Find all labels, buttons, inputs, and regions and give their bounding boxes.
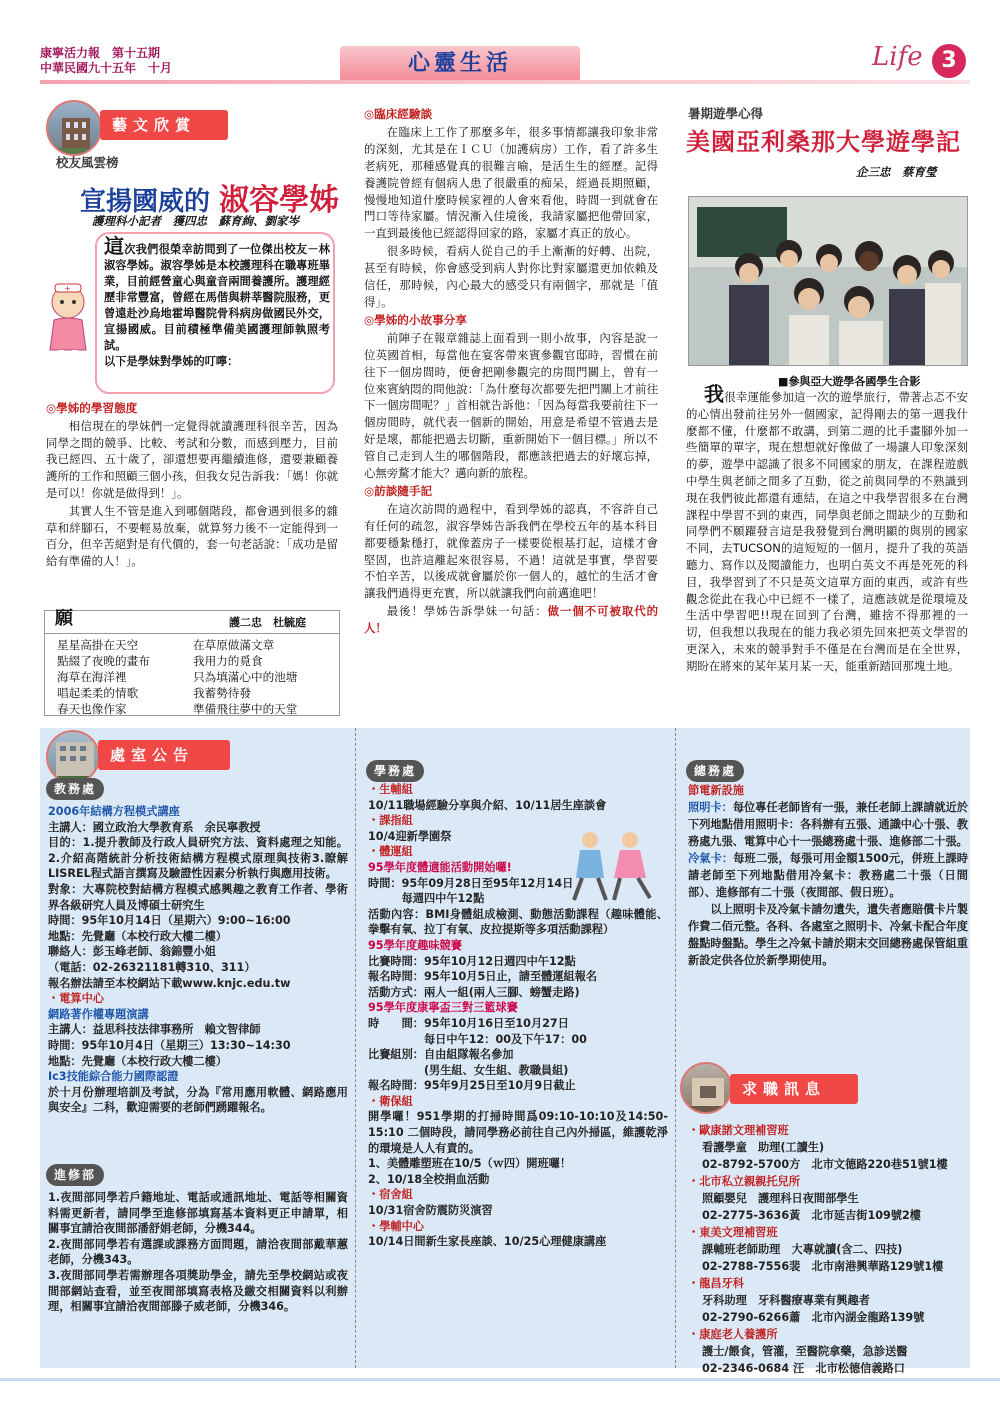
- job-contact: 02-8792-5700方 北市文德路220巷51號1樓: [702, 1158, 948, 1171]
- notice-heading: 網路著作權專題演講: [48, 1007, 149, 1021]
- col1-body: [46, 400, 338, 571]
- website-link[interactable]: 報名辦法請至本校網站下載www.knjc.edu.tw: [48, 976, 291, 990]
- subhead-clinical: ◎臨床經驗談: [364, 107, 433, 121]
- office-photo-icon: [680, 1062, 732, 1114]
- page-number: 3: [932, 44, 966, 78]
- notices-area: [40, 728, 970, 1375]
- notice-text: 以上照明卡及冷氣卡請勿遺失，遺失者應賠償卡片製作費二佰元整。各科、各處室之照明卡、冷氣卡配合年度盤點時盤點。學生之冷氣卡請於期末交回總務處保管組重新設定供各位於新學期使用。: [688, 903, 968, 967]
- general-affairs-notice: [688, 782, 968, 969]
- job-employer: ・北市私立親親托兒所: [688, 1175, 800, 1188]
- job-item: [688, 1326, 970, 1377]
- section-label-jobs: 求職訊息: [730, 1074, 858, 1104]
- notice-line: 時間：95年10月14日（星期六）9:00~16:00: [48, 914, 291, 928]
- academic-notice: [48, 804, 348, 1116]
- notice-label: 照明卡：: [688, 801, 733, 814]
- notice-line: 地點：先覺廳（本校行政大樓二樓）: [48, 1054, 228, 1068]
- poem-left-column: [57, 637, 150, 717]
- col2-body: [364, 106, 658, 638]
- notice-line: 比賽時間：95年10月12日週四中午12點: [368, 954, 576, 968]
- closing-text: 最後！學姊告訴學妹一句話：: [386, 604, 548, 619]
- notice-line: 於十月份辦理培訓及考試，分為『常用應用軟體、網路應用與安全』二科，歡迎需要的老師們踴躍報名。: [48, 1085, 348, 1115]
- subhead-story: ◎學姊的小故事分享: [364, 312, 467, 327]
- notice-group: ・宿舍組: [368, 1188, 413, 1202]
- life-label: Life: [872, 42, 923, 72]
- job-employer: ・東美文理補習班: [688, 1226, 778, 1239]
- poem-line: 準備飛往夢中的天堂: [193, 702, 298, 716]
- notice-group: ・體運組: [368, 845, 413, 859]
- notice-line: 比賽組別：自由組隊報名參加: [368, 1048, 514, 1062]
- notice-line: 主講人：國立政治大學教育系 余民寧教授: [48, 820, 261, 834]
- job-position: 牙科助理 牙科醫療專業有興趣者: [702, 1294, 870, 1307]
- paragraph: 前陣子在報章雜誌上面看到一則小故事，內容是說一位英國首相，每當他在宴客帶來賓參觀官邸時，習慣在前往下一個房間時，便會把剛參觀完的房間門關上，曾有一位來賓納悶的問他說：「為什麼每次都要先把門關上才前往下一個房間呢？」首相就告訴他：「因為每當我要前往下一個房間時，就代表一個新的開始，用意是希望不管過去是好是壞，都能把過去切斷，重新開始下一個目標。」所以不管自己走到人生的哪個階段，都應該把過去的好壞忘掉，心無旁騖才能大？邁向新的旅程。: [364, 330, 658, 481]
- poem-line: 唱起柔柔的情歌: [57, 686, 139, 700]
- title-name: 淑容學姊: [219, 183, 340, 218]
- svg-text:+: +: [64, 284, 71, 293]
- label-continuing-ed: 進修部: [46, 1164, 104, 1186]
- job-item: [688, 1275, 970, 1326]
- notice-line: 時間：95年10月4日（星期三）13:30~14:30: [48, 1038, 291, 1052]
- notice-line: 10/11職場經驗分享與介紹、10/11居生座談會: [368, 798, 607, 812]
- notice-line: 報名時間：95年10月5日止，請至體運組報名: [368, 970, 598, 984]
- notice-group: ・生輔組: [368, 783, 413, 796]
- label-general-affairs: 總務處: [686, 760, 744, 782]
- lighting-card-notice: [688, 799, 968, 850]
- paragraph: 很多時候，看病人從自己的手上漸漸的好轉、出院，甚至有時候，你會感受到病人對你比對家屬還更加依賴及信任，那時候，內心最大的感受只有兩個字，那就是「值得」。: [364, 244, 658, 309]
- job-employer: ・龍昌牙科: [688, 1277, 744, 1290]
- subhead-learning: ◎學姊的學習態度: [46, 401, 138, 415]
- photo-caption: ■參與亞大遊學各國學生合影: [778, 375, 921, 388]
- col3-kicker: 暑期遊學心得: [688, 106, 764, 121]
- campus-photo-icon: [46, 730, 100, 784]
- job-employer: ・歐康諾文理補習班: [688, 1124, 789, 1137]
- notice-item: 3.夜間部同學若需辦理各項獎助學金，請先至學校網站或夜間部網站查看，並至夜間部填寫表格及繳交相關資料以利辦理，相關事宜請洽夜間部滕子威老師，分機346。: [48, 1268, 348, 1314]
- nurse-cartoon-icon: [40, 280, 96, 360]
- issue-info: [40, 46, 230, 76]
- notice-line: 10/31宿舍防震防災演習: [368, 1204, 493, 1218]
- job-position: 看護學童 助理(工讀生): [702, 1141, 825, 1154]
- job-position: 護士/餵食，管灌，至醫院拿藥，急診送醫: [702, 1345, 908, 1358]
- notice-line: 活動內容：BMI身體組成檢測、動態活動課程（趣味體能、拳擊有氧、拉丁有氧、皮拉提斯等多項活動課程）: [368, 907, 668, 937]
- notice-group: ・學輔中心: [368, 1219, 424, 1233]
- page-header: [40, 40, 970, 90]
- job-item: [688, 1224, 970, 1275]
- title-prefix: 宣揚國威的: [80, 187, 211, 217]
- subhead-notes: ◎訪談隨手記: [364, 483, 433, 498]
- issue-line-1: 康寧活力報 第十五期: [40, 46, 161, 60]
- job-position: 課輔班老師助理 大專就讀(含二、四技): [702, 1243, 903, 1256]
- notice-line: 10/4迎新學園祭: [368, 829, 452, 843]
- paragraph: 相信現在的學妹們一定覺得就讀護理科很辛苦，因為同學之間的競爭、比較、考試和分數，而感到壓力，目前我已經四、五十歲了，卻還想要再繼續進修，還要兼顧養護所的工作和照顧三個小孩，但我女兒告訴我：「媽！你就是可以！你就是做得到！」。: [46, 418, 338, 500]
- notice-line: 時 間：95年10月16日至10月27日: [368, 1016, 569, 1030]
- notice-text: 每班二張，每張可用金額1500元，併班上課時請老師至下列地點借用冷氣卡：教務處二十張（日間部）、進修部有二十張（夜間部、假日班）。: [688, 852, 968, 899]
- notice-line: 每週四中午12點: [368, 892, 485, 906]
- notice-line: 報名時間：95年9月25日至10月9日截止: [368, 1079, 576, 1093]
- poem-line: 星星高掛在天空: [57, 638, 139, 652]
- section-label-arts: 藝文欣賞: [100, 110, 228, 140]
- notice-line: 2、10/18全校捐血活動: [368, 1172, 490, 1186]
- notice-heading: 95學年度康寧盃三對三籃球賽: [368, 1001, 518, 1015]
- notice-group: ・電算中心: [48, 992, 104, 1006]
- section-label-offices: 處室公告: [98, 740, 230, 770]
- closing-line: [364, 603, 658, 637]
- byline: 護理科小記者 獲四忠 蘇育絢、劉家岑: [92, 214, 299, 228]
- notice-heading: 節電新設施: [688, 784, 744, 797]
- poem-line: 只為填滿心中的池塘: [193, 670, 298, 684]
- jobs-list: [688, 1122, 970, 1377]
- notice-line: 主講人：益思科技法律事務所 賴文智律師: [48, 1023, 261, 1037]
- notice-line: 開學囉！951學期的打掃時間爲09:10-10:10及14:50-15:10 二個時段，請同學務必前往自己內外掃區，維護乾淨的環境是人人有責的。: [368, 1110, 668, 1155]
- job-contact: 02-2775-3636黃 北市延吉街109號2樓: [702, 1209, 921, 1222]
- aircon-card-notice: [688, 850, 968, 901]
- col3-title: 美國亞利桑那大學遊學記: [686, 128, 961, 156]
- label-academic: 教務處: [46, 778, 104, 800]
- notice-heading: 95學年度體適能活動開始囉!: [368, 860, 512, 874]
- notice-line: 活動方式：兩人一組(兩人三腳、螃蟹走路): [368, 985, 580, 999]
- poem-line: 我蓄勢待發: [193, 686, 251, 700]
- poem-right-column: [193, 637, 297, 717]
- notice-group: ・課指組: [368, 814, 413, 828]
- kicker: 校友風雲榜: [56, 155, 119, 170]
- notice-label: 冷氣卡：: [688, 852, 734, 865]
- header-rule: [40, 80, 970, 84]
- notice-heading: 2006年結構方程模式講座: [48, 805, 180, 818]
- notice-line: 地點：先覺廳（本校行政大樓二樓）: [48, 929, 228, 943]
- notice-text: 每位專任老師皆有一張，兼任老師上課請就近於下列地點借用照明卡：各科辦有五張、通識中心十張、教務處九張、電算中心十一張總務處十張、進修部二十張。: [688, 801, 968, 848]
- intro-end: 以下是學妹對學姊的叮嚀：: [104, 355, 239, 368]
- issue-line-2: 中華民國九十五年 十月: [40, 61, 173, 75]
- continuing-ed-notice: [48, 1190, 348, 1315]
- paragraph: 其實人生不管是進入到哪個階段，都會遇到很多的雜草和絆腳石，不要輕易放棄，就算努力後不一定能得到一百分，但辛苦絕對是有代價的，套一句老話說：「成功是留給有準備的人！」。: [46, 503, 338, 569]
- notice-line: 聯絡人：彭玉峰老師、翁錦豐小姐: [48, 945, 216, 959]
- col3-byline: 企三忠 蔡育瑩: [856, 165, 937, 179]
- poem-line: 在草原做滿文章: [193, 638, 275, 652]
- job-contact: 02-2346-0684 汪 北市松德信義路口: [702, 1362, 905, 1375]
- dancers-illustration-icon: [560, 828, 660, 902]
- closing-quote: 做一個不可被取代的人！: [364, 604, 658, 636]
- notice-heading: Ic3技能綜合能力國際認證: [48, 1070, 179, 1084]
- job-position: 照顧嬰兒 護理科日夜間部學生: [702, 1192, 859, 1205]
- notice-line: 每日中午12：00及下午17：00: [368, 1032, 587, 1046]
- notice-line: 時間：95年09月28日至95年12月14日: [368, 876, 574, 890]
- section-banner: [340, 46, 580, 82]
- divider: [355, 728, 356, 1368]
- notice-line: 對象：大專院校對結構方程模式感興趣之教育工作者、學術界各級研究人員及博碩士研究生: [48, 882, 348, 912]
- notice-line: （電話：02-26321181轉310、311）: [48, 960, 256, 974]
- poem-author: 護二忠 杜毓庭: [229, 616, 306, 629]
- group-photo: [688, 196, 968, 366]
- col3-text: 很幸運能參加這一次的遊學旅行，帶著忐忑不安的心情出發前往另外一個國家，記得剛去的第一週我什麼都不懂，什麼都不敢講，到第二週的比手畫腳外加一些簡單的單字，現在想想就好像做了一場讓人印象深刻的夢，遊學中認識了很多不同國家的朋友，在課程遊戲中學生與老師之間多了互動，從之前與同學的不熟識到現在我們彼此都還有連結，在這之中我學習很多在台灣課程中學習不到的東西，同學與老師之間缺少的互動和同學們不願躍發言這是我發覺到台灣明顯的與別的國家不同，去TUCSON的這短短的一個月，提升了我的英語聽力、寫作以及閱讀能力，也明白英文不再是死死的科目，我學習到了不只是英文這單方面的東西，或許有些觀念從此在我心中已經不一樣了，這應該就是從環境及生活中學習吧!!現在回到了台灣，雖捨不得那裡的一切，但我想以我現在的能力我必須先回來把英文學習的更深入，未來的競爭對手不僅是在台灣而是在全世界，期盼在將來的某年某月某一天，能重新踏回那塊土地。: [686, 390, 968, 673]
- notice-heading: 95學年度趣味競賽: [368, 938, 462, 952]
- notice-line: (男生組、女生組、教職員組): [368, 1063, 569, 1077]
- job-item: [688, 1122, 970, 1173]
- poem-line: 春天也像作家: [57, 702, 127, 716]
- paragraph: 在臨床上工作了那麼多年，很多事情都讓我印象非常的深刻，尤其是在ＩＣＵ（加護病房）工作，看了許多生老病死，那種感覺真的很難言喻，是活生生的經歷。記得養護院曾經有個病人患了很嚴重的痴呆，經過長期照顧，慢慢地知道什麼時候家裡的人會來看他，時間一到就會在門口等待家屬。情況漸入佳境後，我請家屬把他帶回家，一直到最後他已經認得回家的路，家屬才真正的放心。: [364, 124, 658, 241]
- divider: [675, 728, 676, 1368]
- paragraph: 在這次訪問的過程中，看到學姊的認真，不容許自己有任何的疏忽，淑容學姊告訴我們在學校五年的基本科目都要穩紮穩打，就像蓋房子一樣要從根基打起，這樣才會堅固，也許這離起來很容易，不過！這就是事實，學習要不怕辛苦，以後成就會屬於你一個人的，越忙的生活才會讓我們過得更充實，所以就讓我們向前邁進吧！: [364, 501, 658, 601]
- intro-body: 次我們很榮幸訪問到了一位傑出校友－林淑容學姊。淑容學姊是本校護理科在職專班畢業，目前經營童心與童音兩間養護所。護理經歷非常豐富，曾經在馬偕與耕莘醫院服務，更曾遠赴沙烏地霍埠醫院骨科病房做國民外交，宣揚國威。目前積極準備美國護理師執照考試。: [104, 243, 330, 352]
- footer-rule: [0, 1378, 1000, 1381]
- poem-line: 我用力的覓食: [193, 654, 263, 668]
- notice-item: 1.夜間部同學若戶籍地址、電話或通訊地址、電話等相關資料需更新者，請同學至進修部填寫基本資料更正申請單，相關事宜請洽夜間部潘舒娟老師，分機344。: [48, 1191, 348, 1236]
- col3-dropcap: 我: [704, 382, 725, 406]
- notice-line: 10/14日間新生家長座談、10/25心理健康講座: [368, 1235, 607, 1249]
- intro-text: [104, 234, 330, 370]
- notice-group: ・衛保組: [368, 1094, 413, 1108]
- job-item: [688, 1173, 970, 1224]
- job-contact: 02-2788-7556裴 北市南港興華路129號1樓: [702, 1260, 944, 1273]
- building-photo-icon: [46, 100, 102, 156]
- section-title: 心靈生活: [407, 51, 512, 76]
- label-student-affairs: 學務處: [366, 760, 424, 782]
- notice-line: 1、美體雕塑班在10/5（ｗ四）開班囉！: [368, 1157, 572, 1171]
- notice-line: 目的：1.提升教師及行政人員研究方法、資料處理之知能。2.介紹高階統計分析技術結構方程模式原理與技術3.瞭解LISREL程式語言撰寫及驗證性因素分析執行與應用技術。: [48, 836, 348, 881]
- job-employer: ・康庭老人養護所: [688, 1328, 778, 1341]
- intro-dropcap: 這: [104, 234, 125, 258]
- poem-title: 願: [55, 608, 73, 629]
- col3-body: [686, 382, 968, 675]
- notice-item: 2.夜間部同學若有選課或課務方面問題，請洽夜間部戴華蕙老師，分機343。: [48, 1237, 348, 1267]
- poem-box: [44, 610, 340, 716]
- job-contact: 02-2790-6266蕭 北市內湖金龍路139號: [702, 1311, 925, 1324]
- poem-line: 點綴了夜晚的畫布: [57, 654, 150, 668]
- poem-line: 海草在海洋裡: [57, 670, 127, 684]
